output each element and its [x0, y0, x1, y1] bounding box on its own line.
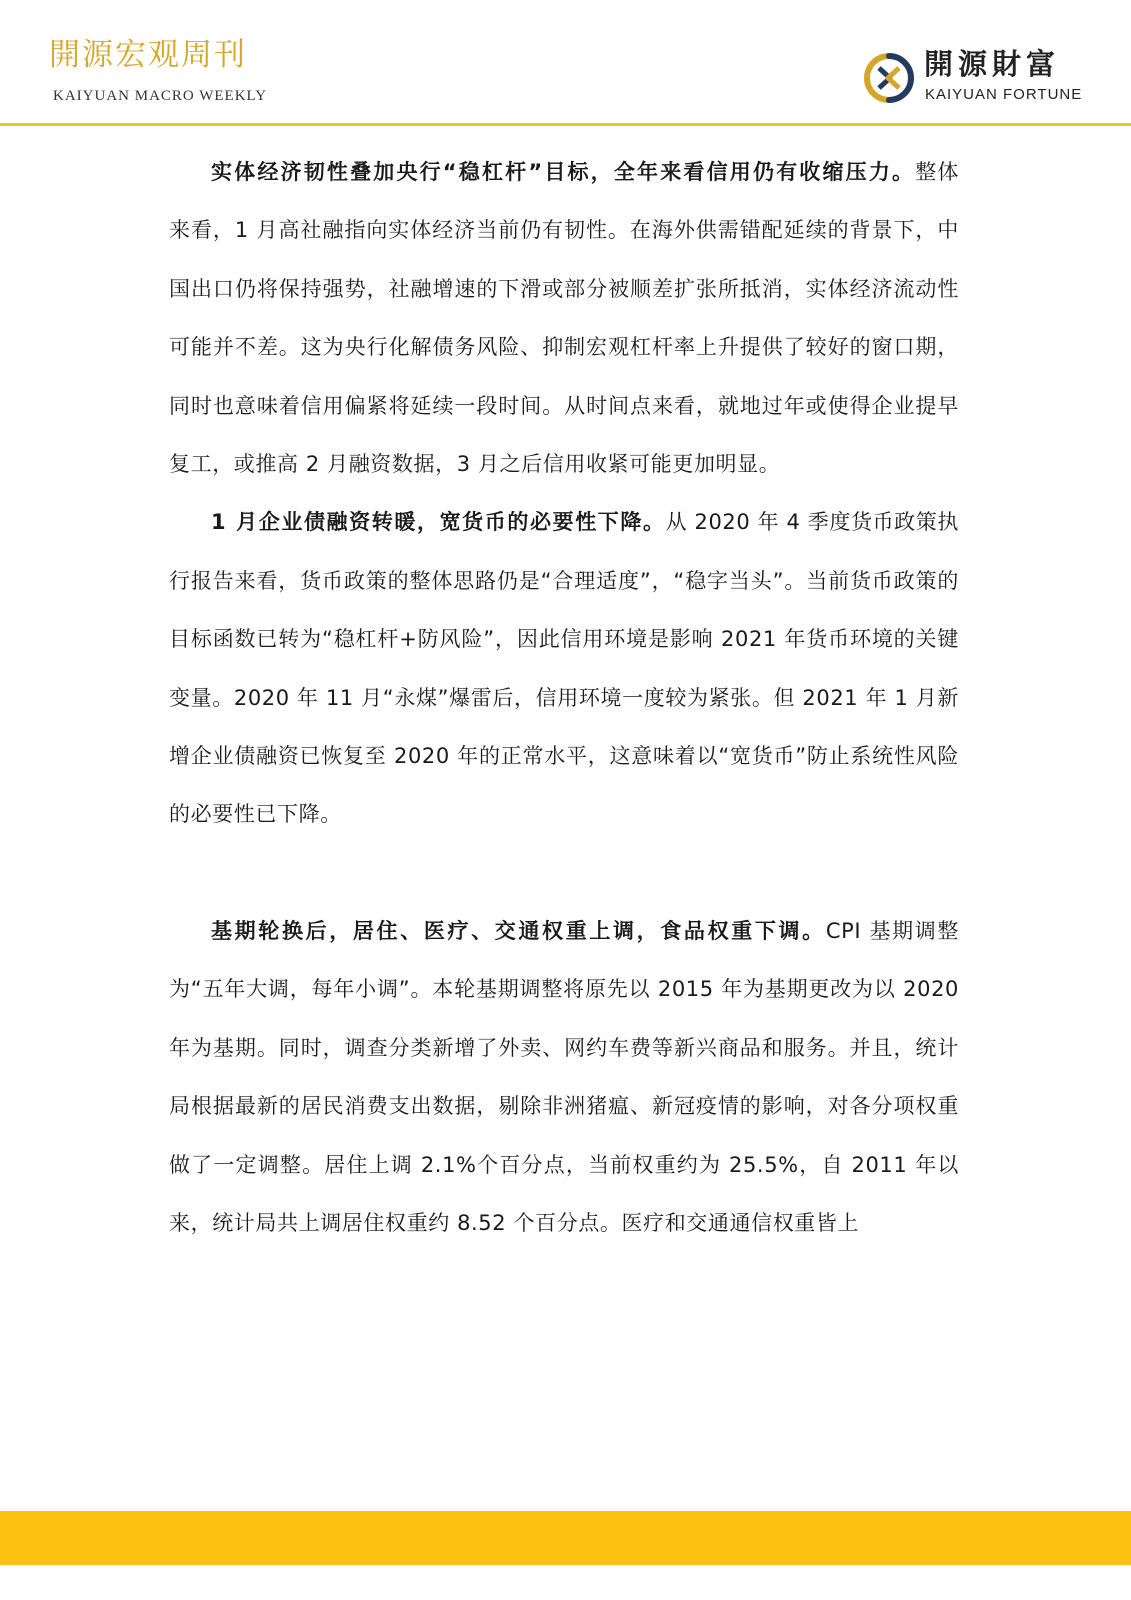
publication-subtitle: KAIYUAN MACRO WEEKLY [53, 88, 268, 104]
header-divider [0, 123, 1131, 126]
article-body [169, 143, 959, 1252]
kaiyuan-logo-mark-icon [864, 53, 914, 103]
logo-name-cn: 開源財富 [924, 47, 1061, 81]
paragraph-text: 整体来看，1 月高社融指向实体经济当前仍有韧性。在海外供需错配延续的背景下，中国出口仍将保持强势，社融增速的下滑或部分被顺差扩张所抵消，实体经济流动性可能并不差。这为央行化解债务风险、抑制宏观杠杆率上升提供了较好的窗口期，同时也意味着信用偏紧将延续一段时间。从时间点来看，就地过年或使得企业提早复工，或推高 2 月融资数据，3 月之后信用收紧可能更加明显。 [169, 160, 959, 477]
kaiyuan-fortune-logo [864, 46, 1084, 108]
paragraph-cpi-base-period [169, 902, 959, 1252]
footer-band [0, 1511, 1131, 1565]
paragraph-text: 从 2020 年 4 季度货币政策执行报告来看，货币政策的整体思路仍是“合理适度”，“稳字当头”。当前货币政策的目标函数已转为“稳杠杆+防风险”，因此信用环境是影响 2021 年货币环境的关键变量。2020 年 11 月“永煤”爆雷后，信用环境一度较为紧张。但 2021 年 1 月新增企业债融资已恢复至 2020 年的正常水平，这意味着以“宽货币”防止系统性风险的必要性已下降。 [169, 510, 959, 827]
paragraph-lead: 基期轮换后，居住、医疗、交通权重上调，食品权重下调。 [211, 918, 826, 943]
publication-title: 開源宏观周刊 [49, 37, 247, 73]
paragraph-lead: 1 月企业债融资转暖，宽货币的必要性下降。 [211, 510, 666, 535]
logo-name-en: KAIYUAN FORTUNE [925, 86, 1083, 103]
paragraph-corporate-bond-financing [169, 493, 959, 843]
section-spacer [169, 844, 959, 902]
paragraph-text: CPI 基期调整为“五年大调，每年小调”。本轮基期调整将原先以 2015 年为基期更改为以 2020 年为基期。同时，调查分类新增了外卖、网约车费等新兴商品和服务。并且，统计局根据最新的居民消费支出数据，剔除非洲猪瘟、新冠疫情的影响，对各分项权重做了一定调整。居住上调 2.1%个百分点，当前权重约为 25.5%，自 2011 年以来，统计局共上调居住权重约 8.52 个百分点。医疗和交通通信权重皆上 [169, 918, 959, 1235]
page-header [0, 0, 1131, 127]
paragraph-lead: 实体经济韧性叠加央行“稳杠杆”目标，全年来看信用仍有收缩压力。 [211, 160, 916, 184]
paragraph-credit-pressure [169, 143, 959, 493]
